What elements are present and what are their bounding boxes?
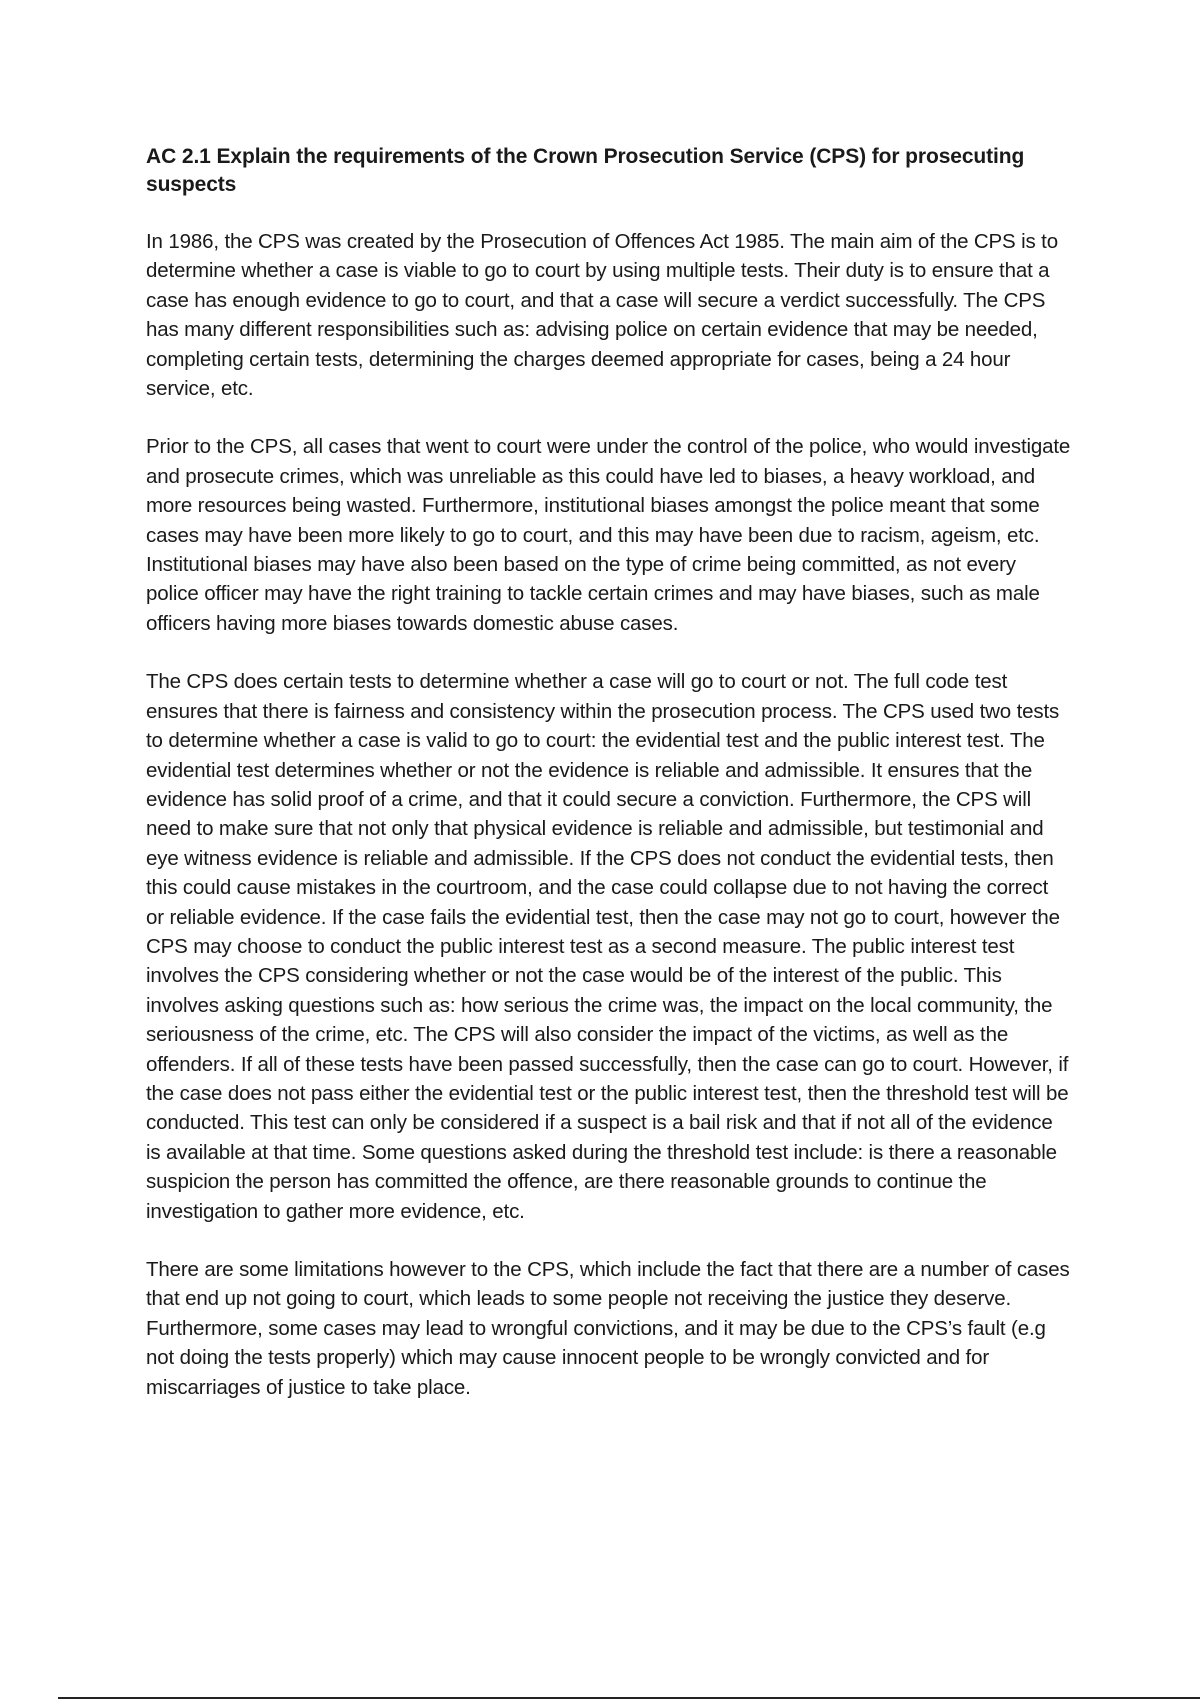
document-page — [146, 143, 1071, 1431]
document-heading: AC 2.1 Explain the requirements of the Crown Prosecution Service (CPS) for prosecuting suspects — [146, 145, 1025, 196]
paragraph-cps-tests: The CPS does certain tests to determine whether a case will go to court or not. The full code test ensures that there is fairness and consistency within the prosecution process. The CPS used two tests to determine whether a case is valid to go to court: the evidential test and the public interest test. The evidential test determines whether or not the evidence is reliable and admissible. It ensures that the evidence has solid proof of a crime, and that it could secure a conviction. Furthermore, the CPS will need to make sure that not only that physical evidence is reliable and admissible, but testimonial and eye witness evidence is reliable and admissible. If the CPS does not conduct the evidential tests, then this could cause mistakes in the courtroom, and the case could collapse due to not having the correct or reliable evidence. If the case fails the evidential test, then the case may not go to court, however the CPS may choose to conduct the public interest test as a second measure. The public interest test involves the CPS considering whether or not the case would be of the interest of the public. This involves asking questions such as: how serious the crime was, the impact on the local community, the seriousness of the crime, etc. The CPS will also consider the impact of the victims, as well as the offenders. If all of these tests have been passed successfully, then the case can go to court. However, if the case does not pass either the evidential test or the public interest test, then the threshold test will be conducted. This test can only be considered if a suspect is a bail risk and that if not all of the evidence is available at that time. Some questions asked during the threshold test include: is there a reasonable suspicion the person has committed the offence, are there reasonable grounds to continue the investigation to gather more evidence, etc. — [146, 670, 1069, 1223]
footer-divider — [58, 1697, 1200, 1699]
paragraph-prior-to-cps: Prior to the CPS, all cases that went to court were under the control of the police, who would investigate and prosecute crimes, which was unreliable as this could have led to biases, a heavy workload, and more resources being wasted. Furthermore, institutional biases amongst the police meant that some cases may have been more likely to go to court, and this may have been due to racism, ageism, etc. Institutional biases may have also been based on the type of crime being committed, as not every police officer may have the right training to tackle certain crimes and may have biases, such as male officers having more biases towards domestic abuse cases. — [146, 435, 1071, 635]
paragraph-cps-creation: In 1986, the CPS was created by the Prosecution of Offences Act 1985. The main aim of the CPS is to determine whether a case is viable to go to court by using multiple tests. Their duty is to ensure that a case has enough evidence to go to court, and that a case will secure a verdict successfully. The CPS has many different responsibilities such as: advising police on certain evidence that may be needed, completing certain tests, determining the charges deemed appropriate for cases, being a 24 hour service, etc. — [146, 230, 1058, 401]
paragraph-cps-limitations: There are some limitations however to the CPS, which include the fact that there are a number of cases that end up not going to court, which leads to some people not receiving the justice they deserve. Furthermore, some cases may lead to wrongful convictions, and it may be due to the CPS’s fault (e.g not doing the tests properly) which may cause innocent people to be wrongly convicted and for miscarriages of justice to take place. — [146, 1258, 1070, 1399]
